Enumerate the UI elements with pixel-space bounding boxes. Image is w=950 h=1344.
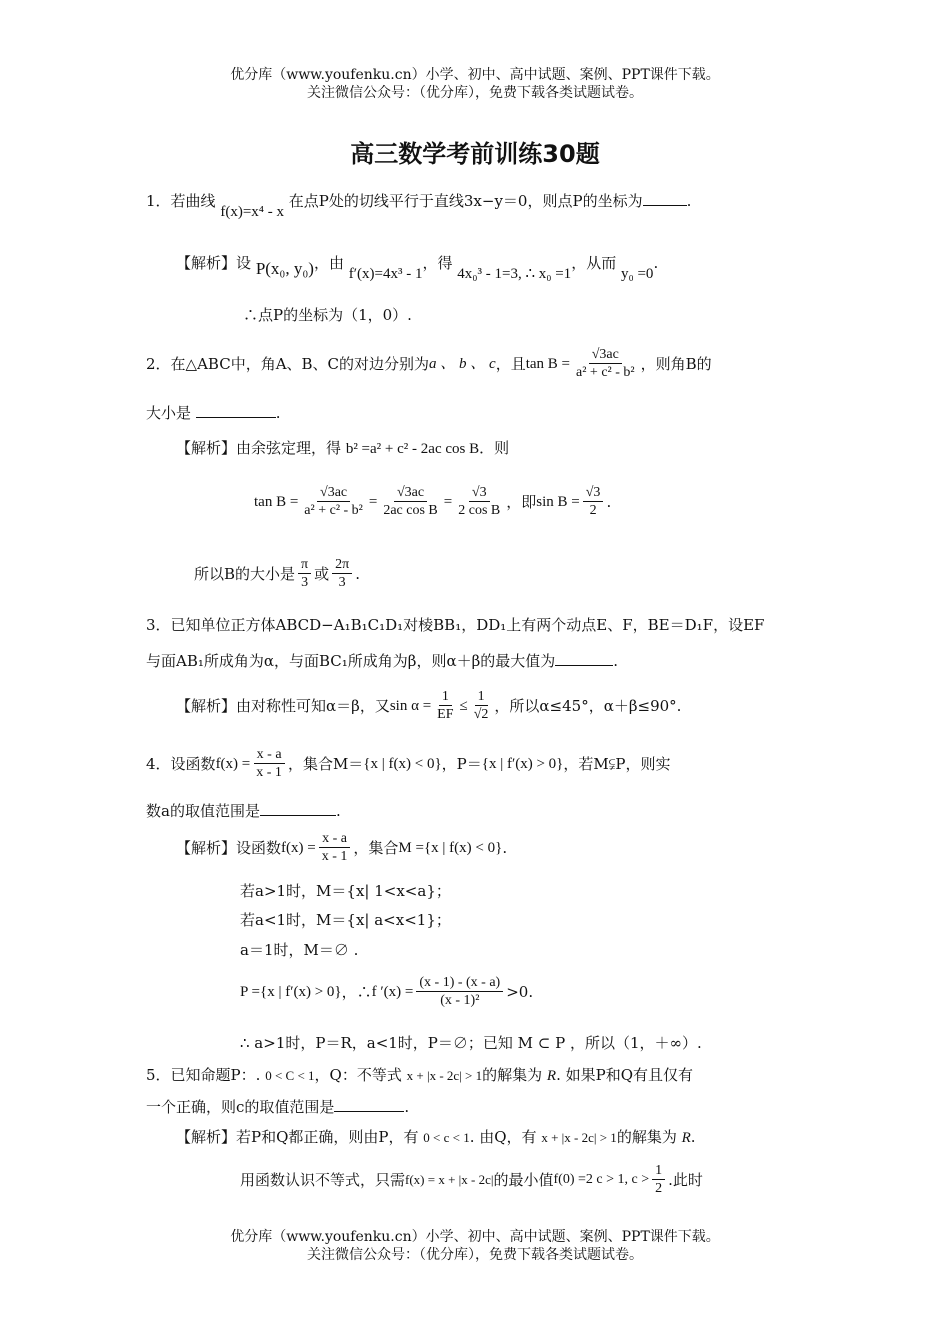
solution-4-derivative-fraction bbox=[416, 974, 503, 1009]
solution-4-text-a: 设函数 bbox=[236, 838, 282, 857]
problem-1-text-a: 若曲线 bbox=[170, 192, 216, 210]
problem-1-function: f(x)=x⁴ - x bbox=[220, 204, 285, 220]
solution-2-angle-1-den: 3 bbox=[301, 575, 309, 590]
answer-blank-4 bbox=[260, 801, 336, 816]
solution-3-le: ≤ bbox=[459, 697, 468, 714]
solution-3-frac-1-num: 1 bbox=[439, 688, 452, 706]
problem-4-text-d: ，若M⫋P，则实 bbox=[563, 754, 671, 773]
solution-1-text-d: ，从而 bbox=[571, 254, 617, 272]
solution-5-function: f(x) = x + |x - 2c| bbox=[405, 1171, 494, 1187]
solution-1-text-b: ，由 bbox=[313, 254, 344, 272]
solution-4-set-p-expr: P ={x | f′(x) > 0} bbox=[240, 983, 342, 1000]
page-header bbox=[0, 66, 950, 102]
problem-2-text-d: 大小是 bbox=[146, 404, 192, 422]
problem-5-text-c: 的解集为 bbox=[482, 1066, 543, 1084]
solution-5 bbox=[176, 1126, 696, 1149]
solution-4-derivative-num: (x - 1) - (x - a) bbox=[416, 974, 503, 992]
solution-2-angle-2-num: 2π bbox=[332, 556, 352, 574]
solution-5-half-num: 1 bbox=[652, 1162, 665, 1180]
solution-4-set-p bbox=[240, 974, 533, 1009]
solution-4-tag: 【解析】 bbox=[176, 838, 237, 857]
problem-1 bbox=[146, 190, 692, 220]
problem-4-text-a: 设函数 bbox=[170, 754, 216, 773]
problem-4-end: . bbox=[335, 802, 341, 820]
problem-1-end: . bbox=[686, 192, 692, 210]
problem-2-text-a: 在△ABC中，角A、B、C的对边分别为 bbox=[170, 354, 430, 373]
problem-5-end: . bbox=[404, 1098, 410, 1116]
solution-2-frac-2-num: √3ac bbox=[394, 484, 427, 502]
header-line-1: 优分库（www.youfenku.cn）小学、初中、高中试题、案例、PPT课件下载。 bbox=[230, 67, 720, 83]
problem-1-number: 1． bbox=[146, 192, 171, 210]
solution-3-tag: 【解析】 bbox=[176, 696, 237, 715]
solution-3-frac-1 bbox=[434, 688, 456, 723]
problem-5-condition-p: 0 < C < 1 bbox=[265, 1068, 315, 1083]
solution-2-angle-2 bbox=[332, 556, 352, 591]
problem-5-reals: R bbox=[546, 1068, 557, 1084]
problem-5-text-e: 一个正确，则c的取值范围是 bbox=[146, 1098, 335, 1116]
solution-2-end: . bbox=[606, 492, 612, 511]
problem-5-text-b: ，Q：不等式 bbox=[314, 1066, 402, 1084]
solution-2-tanB: tan B = bbox=[254, 493, 299, 510]
solution-2-frac-3 bbox=[455, 484, 503, 519]
solution-5-range: 0 < c < 1 bbox=[423, 1130, 470, 1145]
problem-4-text-c: ，P＝ bbox=[441, 754, 482, 773]
solution-2-angle-1 bbox=[298, 556, 311, 591]
problem-2-fraction-den: a² + c² - b² bbox=[576, 365, 635, 380]
solution-4 bbox=[176, 830, 507, 865]
problem-2-sides: a 、 b 、 c bbox=[429, 355, 496, 372]
solution-3-frac-2-num: 1 bbox=[475, 688, 488, 706]
solution-4-function: f(x) = bbox=[281, 839, 316, 856]
solution-4-derivative-den: (x - 1)² bbox=[440, 993, 480, 1008]
solution-2-conclusion-text: 所以B的大小是 bbox=[194, 564, 296, 583]
solution-5-tag: 【解析】 bbox=[176, 1128, 237, 1146]
problem-4-set-m: {x | f(x) < 0} bbox=[363, 755, 442, 772]
solution-1-tag: 【解析】 bbox=[176, 254, 237, 272]
solution-2-text-b: ．则 bbox=[479, 439, 510, 457]
problem-2-line-2 bbox=[146, 402, 281, 424]
solution-5-text-b: . 由Q，有 bbox=[469, 1128, 537, 1146]
footer-line-2: 关注微信公众号：（优分库），免费下载各类试题试卷。 bbox=[307, 1247, 643, 1263]
solution-4-fraction bbox=[319, 830, 351, 865]
solution-1 bbox=[176, 252, 659, 282]
problem-4-number: 4． bbox=[146, 754, 171, 773]
solution-2-text-c: ，即 bbox=[506, 492, 537, 511]
solution-2-frac-3-den: 2 cos B bbox=[458, 503, 501, 518]
solution-2-sinB: sin B = bbox=[536, 493, 580, 510]
answer-blank-5 bbox=[334, 1097, 404, 1112]
problem-5-text-a: 已知命题P：. bbox=[170, 1066, 261, 1084]
footer-line-1: 优分库（www.youfenku.cn）小学、初中、高中试题、案例、PPT课件下载。 bbox=[230, 1229, 720, 1245]
problem-2 bbox=[146, 346, 712, 381]
solution-5-text-a: 若P和Q都正确，则由P，有 bbox=[236, 1128, 419, 1146]
solution-2-frac-4-den: 2 bbox=[589, 503, 597, 518]
problem-2-text-c: ，则角B的 bbox=[640, 354, 712, 373]
solution-3-sin: sin α = bbox=[389, 697, 432, 714]
solution-1-text-c: ，得 bbox=[422, 254, 453, 272]
problem-4-text-b: ，集合M＝ bbox=[287, 754, 364, 773]
solution-2-frac-1-den: a² + c² - b² bbox=[304, 503, 363, 518]
solution-2-tag: 【解析】 bbox=[176, 439, 237, 457]
solution-2 bbox=[176, 437, 509, 460]
solution-2-angle-1-num: π bbox=[298, 556, 311, 574]
problem-5 bbox=[146, 1064, 693, 1087]
solution-4-set-m: M ={x | f(x) < 0} bbox=[398, 839, 503, 856]
solution-2-conclusion-end: . bbox=[355, 564, 360, 583]
solution-5-half-den: 2 bbox=[655, 1181, 663, 1196]
solution-1-point: P(x₀, y₀) bbox=[255, 259, 314, 278]
solution-4-fraction-den: x - 1 bbox=[321, 849, 348, 864]
problem-2-tan: tan B = bbox=[525, 355, 571, 372]
problem-4 bbox=[146, 746, 670, 781]
solution-2-frac-2 bbox=[380, 484, 440, 519]
problem-3-text: 与面AB₁所成角为α，与面BC₁所成角为β，则α＋β的最大值为 bbox=[146, 652, 556, 670]
solution-4-case-2: 若a<1时，M＝{x| a<x<1}； bbox=[240, 911, 451, 929]
solution-4-end: . bbox=[502, 838, 508, 857]
answer-blank-3 bbox=[555, 651, 613, 666]
solution-4-case-1: 若a>1时，M＝{x| 1<x<a}； bbox=[240, 882, 451, 900]
problem-2-number: 2． bbox=[146, 354, 171, 373]
solution-5-half bbox=[652, 1162, 665, 1197]
solution-3-frac-1-den: EF bbox=[437, 707, 454, 722]
answer-blank-1 bbox=[643, 191, 687, 206]
problem-4-fraction-den: x - 1 bbox=[256, 765, 282, 780]
solution-1-conclusion: ∴点P的坐标为（1，0）. bbox=[243, 306, 412, 324]
problem-5-line-2 bbox=[146, 1096, 409, 1118]
problem-1-text-b: 在点P处的切线平行于直线3x−y＝0，则点P的坐标为 bbox=[288, 192, 643, 210]
solution-1-derivative: f′(x)=4x³ - 1 bbox=[348, 266, 423, 282]
solution-4-text-b: ，集合 bbox=[353, 838, 399, 857]
solution-1-end: . bbox=[653, 254, 659, 272]
solution-5-text-d: 用函数认识不等式，只需 bbox=[240, 1170, 406, 1189]
solution-5-minimum: f(0) =2 c > 1, c > bbox=[553, 1171, 650, 1187]
problem-4-fraction bbox=[253, 746, 285, 781]
problem-4-fraction-num: x - a bbox=[254, 746, 285, 764]
problem-5-inequality: x + |x - 2c| > 1 bbox=[406, 1068, 483, 1083]
solution-5-text-e: 的最小值 bbox=[493, 1170, 554, 1189]
document-title: 高三数学考前训练30题 bbox=[350, 140, 600, 168]
solution-4-gt-zero: >0. bbox=[506, 982, 534, 1001]
solution-2-angle-2-den: 3 bbox=[338, 575, 346, 590]
solution-5-line-2 bbox=[240, 1162, 703, 1197]
problem-2-fraction-num: √3ac bbox=[589, 346, 622, 364]
problem-2-end: . bbox=[275, 404, 281, 422]
solution-3-text-a: 由对称性可知α＝β，又 bbox=[236, 696, 390, 715]
solution-5-inequality: x + |x - 2c| > 1 bbox=[541, 1130, 617, 1145]
solution-4-fraction-num: x - a bbox=[319, 830, 350, 848]
solution-4-derivative: f ′(x) = bbox=[371, 983, 414, 1000]
problem-2-text-b: ，且 bbox=[495, 354, 526, 373]
solution-5-end: . bbox=[690, 1128, 696, 1146]
problem-3-line-2 bbox=[146, 650, 618, 672]
answer-blank-2 bbox=[196, 403, 276, 418]
solution-2-frac-4-num: √3 bbox=[583, 484, 604, 502]
solution-2-frac-1 bbox=[301, 484, 366, 519]
solution-2-frac-2-den: 2ac cos B bbox=[383, 503, 438, 518]
problem-4-set-p: {x | f′(x) > 0} bbox=[481, 755, 564, 772]
solution-2-or: 或 bbox=[314, 564, 330, 583]
solution-1-text-a: 设 bbox=[236, 254, 252, 272]
solution-2-equation: tan B = $\frac{√3ac}{\text{a² + c² - b²}}$ = $\frac{√3ac}{\text{2ac cos B}}$ = $\frac{√3}{\text{2 cos B}}$ ，即 sin B = $\frac{√3}{2}$ . bbox=[254, 485, 612, 518]
solution-5-text-c: 的解集为 bbox=[616, 1128, 677, 1146]
solution-4-therefore: ，∴ bbox=[341, 982, 372, 1001]
problem-4-function: f(x) = bbox=[215, 755, 251, 772]
solution-4-case-3: a＝1时，M＝∅ . bbox=[240, 941, 359, 959]
problem-4-line-2 bbox=[146, 800, 341, 822]
solution-2-cosine-law: b² =a² + c² - 2ac cos B bbox=[345, 441, 480, 457]
problem-2-fraction bbox=[573, 346, 638, 381]
header-line-2: 关注微信公众号：（优分库），免费下载各类试题试卷。 bbox=[307, 85, 643, 101]
problem-5-number: 5． bbox=[146, 1066, 171, 1084]
page-footer bbox=[0, 1228, 950, 1264]
solution-2-frac-3-num: √3 bbox=[469, 484, 490, 502]
solution-5-text-f: .此时 bbox=[668, 1170, 703, 1189]
solution-4-conclusion: ∴ a>1时，P＝R，a<1时，P＝∅；已知 M ⊂ P ，所以（1，＋∞）. bbox=[240, 1034, 702, 1052]
solution-2-frac-4 bbox=[583, 484, 604, 519]
problem-3-end: . bbox=[613, 652, 619, 670]
problem-4-text-e: 数a的取值范围是 bbox=[146, 802, 260, 820]
problem-5-text-d: . 如果P和Q有且仅有 bbox=[556, 1066, 694, 1084]
solution-3-text-b: ，所以α≤45°，α＋β≤90°. bbox=[494, 696, 682, 715]
solution-1-y0: y₀ =0 bbox=[620, 266, 654, 282]
problem-3-line-1: 3．已知单位正方体ABCD−A₁B₁C₁D₁对棱BB₁，DD₁上有两个动点E、F，BE＝D₁F，设EF bbox=[146, 616, 765, 634]
solution-2-conclusion bbox=[194, 556, 360, 591]
solution-2-frac-1-num: √3ac bbox=[317, 484, 350, 502]
solution-3-frac-2-den: √2 bbox=[473, 707, 489, 722]
solution-3 bbox=[176, 688, 681, 723]
solution-2-text-a: 由余弦定理，得 bbox=[236, 439, 342, 457]
solution-1-equation: 4x₀³ - 1=3, ∴ x₀ =1 bbox=[457, 266, 572, 282]
solution-3-frac-2 bbox=[471, 688, 492, 723]
solution-5-reals: R bbox=[681, 1130, 691, 1146]
